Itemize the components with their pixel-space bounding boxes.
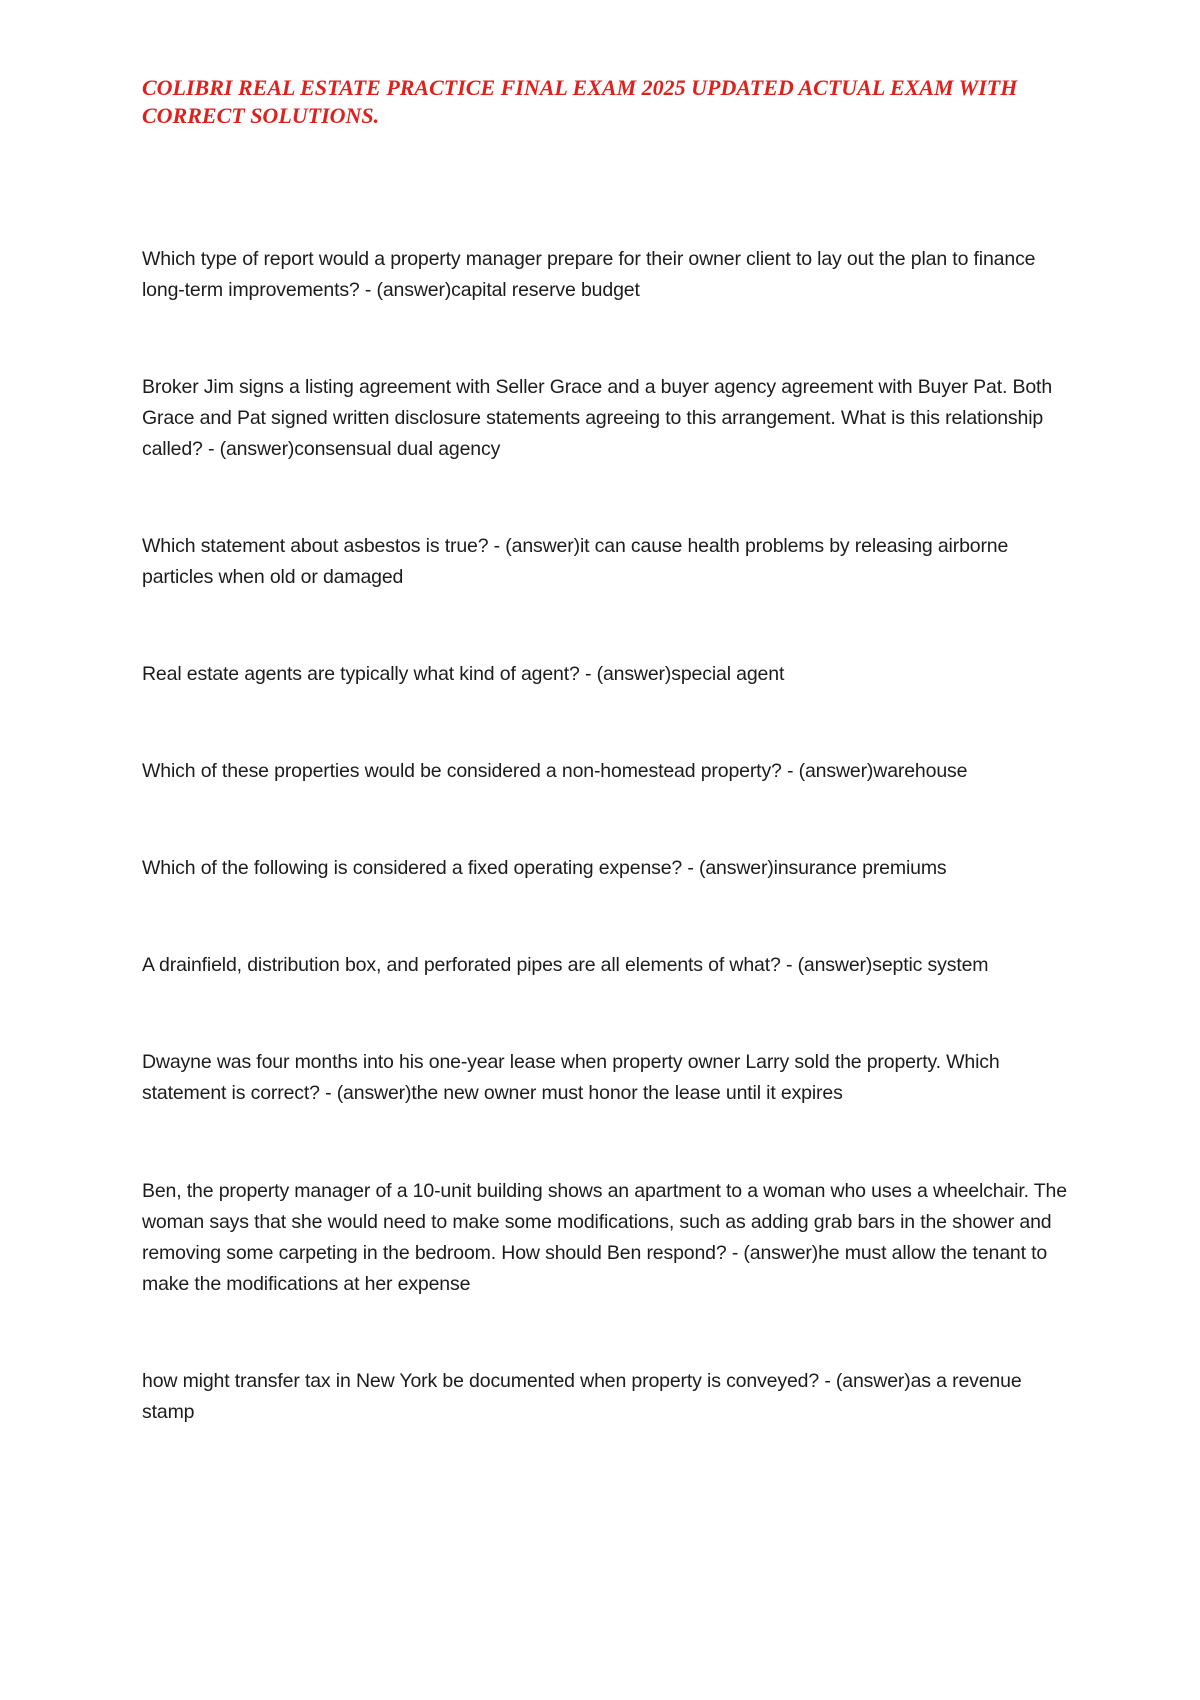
qa-item-9: Ben, the property manager of a 10-unit building shows an apartment to a woman who uses a wheelchair. The woman says that she would need to make some modifications, such as adding grab bars in the shower and removing some carpeting in the bedroom. How should Ben respond? - (answer)he must allow the tenant to make the modifications at her expense [142,1180,1067,1295]
qa-item-5: Which of these properties would be considered a non-homestead property? - (answer)warehouse [142,760,968,782]
document-title: COLIBRI REAL ESTATE PRACTICE FINAL EXAM 2025 UPDATED ACTUAL EXAM WITH CORRECT SOLUTIONS. [142,75,1018,128]
qa-item-8: Dwayne was four months into his one-year lease when property owner Larry sold the property. Which statement is correct? - (answer)the new owner must honor the lease until it expires [142,1051,1000,1104]
qa-item-2: Broker Jim signs a listing agreement with Seller Grace and a buyer agency agreement with Buyer Pat. Both Grace and Pat signed written disclosure statements agreeing to this arrangement. What is this relationship called? - (answer)consensual dual agency [142,376,1053,460]
qa-item-6: Which of the following is considered a fixed operating expense? - (answer)insurance premiums [142,857,947,879]
qa-item-4: Real estate agents are typically what kind of agent? - (answer)special agent [142,663,785,685]
qa-item-10: how might transfer tax in New York be documented when property is conveyed? - (answer)as a revenue stamp [142,1370,1022,1423]
qa-item-1: Which type of report would a property manager prepare for their owner client to lay out the plan to finance long-term improvements? - (answer)capital reserve budget [142,248,1036,301]
qa-item-7: A drainfield, distribution box, and perforated pipes are all elements of what? - (answer)septic system [142,954,989,976]
qa-item-3: Which statement about asbestos is true? - (answer)it can cause health problems by releasing airborne particles when old or damaged [142,535,1009,588]
